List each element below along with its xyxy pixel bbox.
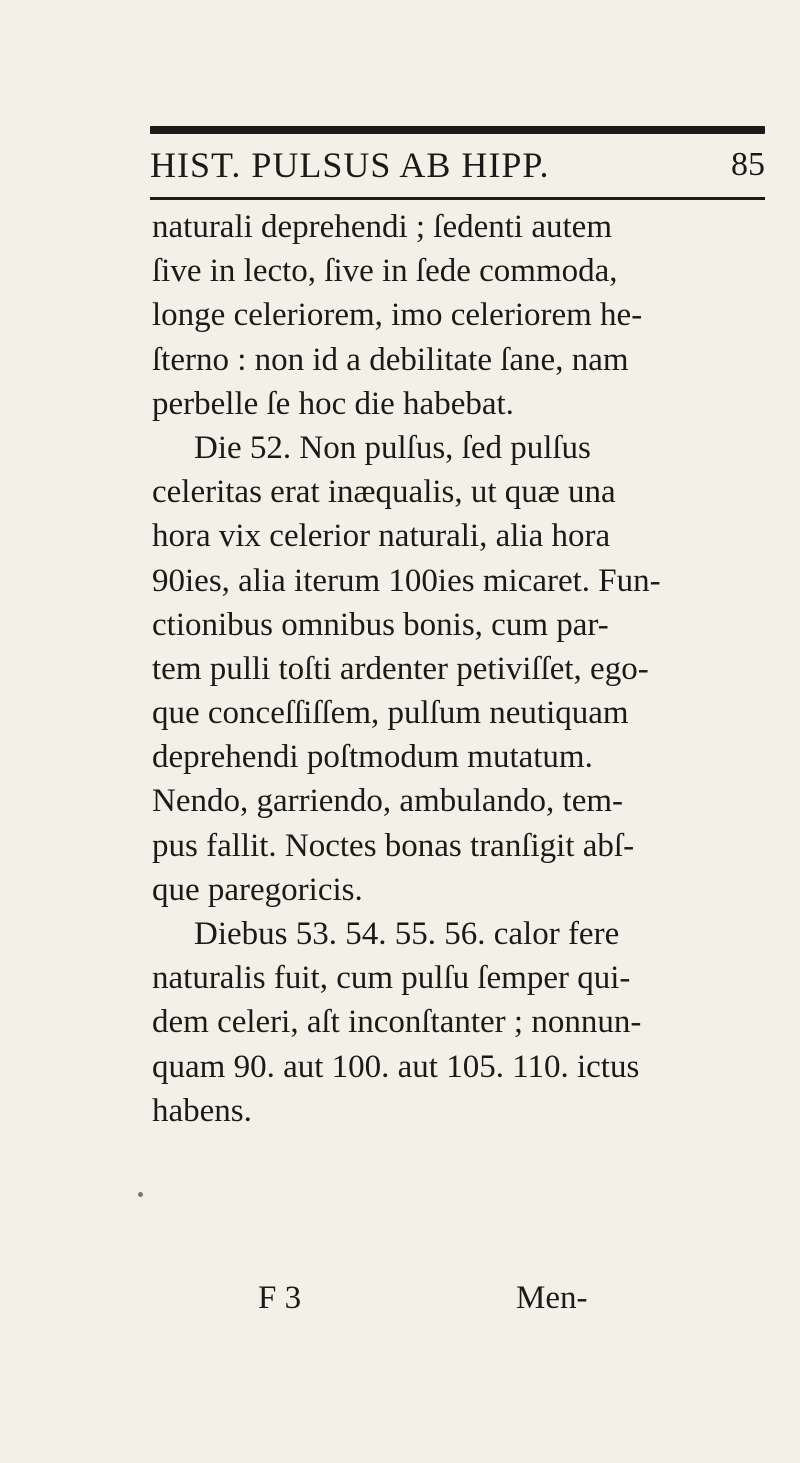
text-line: perbelle ſe hoc die habebat. (152, 385, 514, 422)
text-line: longe celeriorem, imo celeriorem he- (152, 297, 643, 334)
text-line: habens. (152, 1092, 252, 1129)
text-line: celeritas erat inæqualis, ut quæ una (152, 474, 616, 511)
text-line: Die 52. Non pulſus, ſed pulſus (194, 429, 591, 466)
body-text (152, 205, 767, 1133)
text-line: que paregoricis. (152, 871, 363, 908)
text-line: 90ies, alia iterum 100ies micaret. Fun- (152, 562, 661, 599)
catchword: Men- (516, 1280, 588, 1316)
text-line: que conceſſiſſem, pulſum neutiquam (152, 695, 629, 732)
text-line: tem pulli toſti ardenter petiviſſet, ego- (152, 650, 649, 687)
text-line: ſive in lecto, ſive in ſede commoda, (152, 253, 618, 290)
ink-speck (138, 1192, 143, 1197)
text-line: ctionibus omnibus bonis, cum par- (152, 606, 609, 643)
text-line: naturali deprehendi ; ſedenti autem (152, 209, 612, 245)
page-number: 85 (731, 146, 765, 183)
text-line: hora vix celerior naturali, alia hora (152, 518, 611, 555)
text-line: quam 90. aut 100. aut 105. 110. ictus (152, 1048, 640, 1085)
header-bottom-rule (150, 197, 765, 200)
header-top-rule (150, 126, 765, 134)
text-line: deprehendi poſtmodum mutatum. (152, 739, 593, 776)
page-footer (150, 1280, 765, 1330)
signature-mark: F 3 (258, 1280, 302, 1316)
text-line: naturalis fuit, cum pulſu ſemper qui- (152, 960, 631, 997)
text-line: Diebus 53. 54. 55. 56. calor fere (194, 916, 620, 952)
text-line: ſterno : non id a debilitate ſane, nam (152, 341, 629, 378)
running-header (150, 138, 765, 198)
running-title: HIST. PULSUS AB HIPP. (150, 145, 550, 185)
text-line: Nendo, garriendo, ambulando, tem- (152, 783, 624, 820)
text-line: dem celeri, aſt inconſtanter ; nonnun- (152, 1004, 642, 1041)
text-line: pus fallit. Noctes bonas tranſigit abſ- (152, 827, 635, 864)
